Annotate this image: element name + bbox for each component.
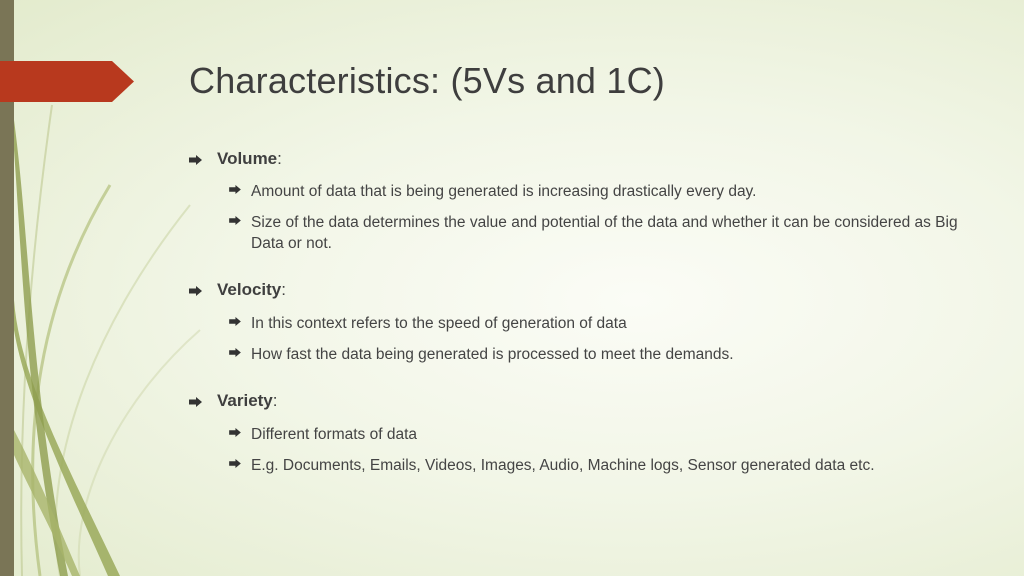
arrow-bullet-icon (189, 155, 202, 165)
arrow-bullet-icon (229, 459, 241, 468)
section-volume (189, 149, 282, 169)
list-item-text: Amount of data that is being generated is increasing drastically every day. (251, 183, 757, 200)
arrow-bullet-icon (229, 216, 241, 225)
section-heading: Volume (217, 149, 278, 168)
list-item (229, 344, 981, 365)
arrow-bullet-icon (229, 185, 241, 194)
list-item-text: In this context refers to the speed of generation of data (251, 315, 627, 332)
list-item (229, 181, 981, 202)
list-item-text: E.g. Documents, Emails, Videos, Images, Audio, Machine logs, Sensor generated data etc. (251, 457, 875, 474)
slide-title: Characteristics: (5Vs and 1C) (189, 60, 665, 101)
section-variety (189, 391, 278, 411)
list-item-text: Size of the data determines the value and potential of the data and whether it can be considered as Big Data or not. (251, 214, 958, 252)
section-heading: Variety (217, 391, 273, 410)
list-item (229, 455, 981, 476)
section-colon: : (277, 149, 282, 168)
arrow-bullet-icon (229, 428, 241, 437)
list-item-text: Different formats of data (251, 426, 417, 443)
list-item-text: How fast the data being generated is processed to meet the demands. (251, 346, 734, 363)
section-velocity (189, 280, 286, 300)
section-heading: Velocity (217, 280, 282, 299)
section-colon: : (281, 280, 286, 299)
arrow-bullet-icon (229, 317, 241, 326)
arrow-bullet-icon (229, 348, 241, 357)
arrow-bullet-icon (189, 397, 202, 407)
list-item (229, 212, 981, 254)
section-colon: : (272, 391, 278, 410)
list-item (229, 313, 981, 334)
arrow-bullet-icon (189, 286, 202, 296)
list-item (229, 424, 981, 445)
